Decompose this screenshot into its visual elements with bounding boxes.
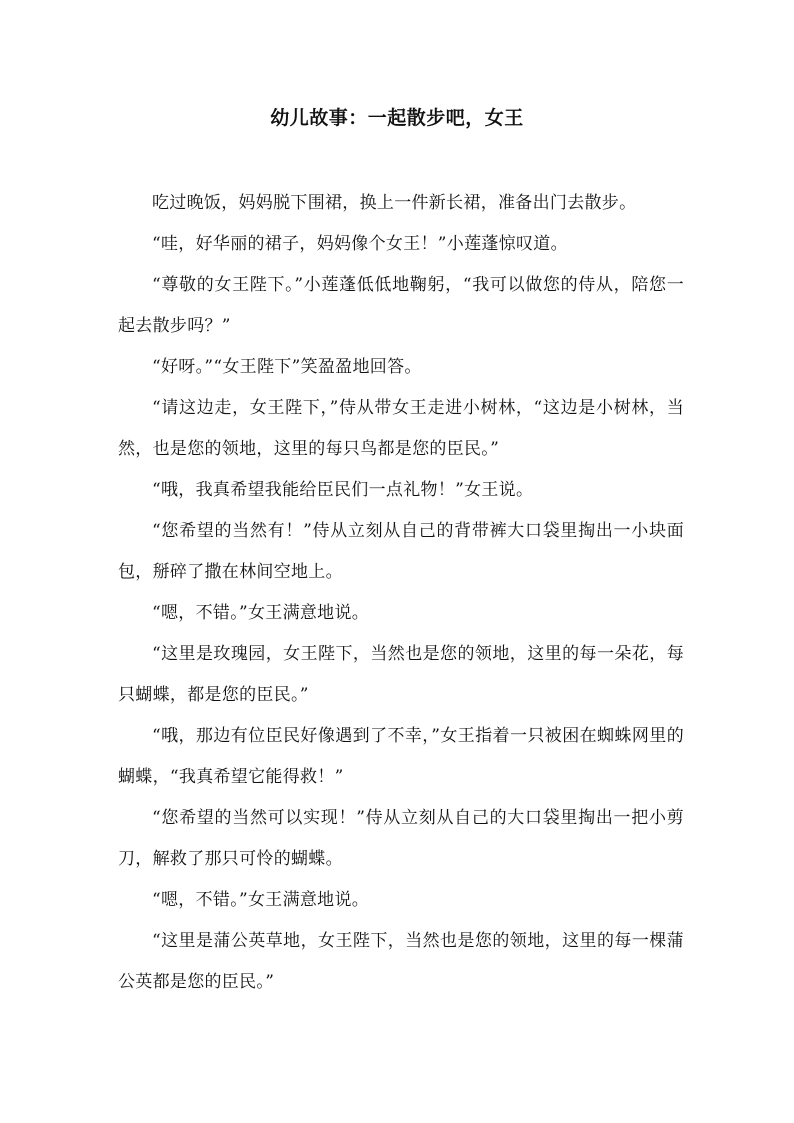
document-body (118, 183, 684, 1003)
paragraph: “您希望的当然有！”侍从立刻从自己的背带裤大口袋里掏出一小块面包，掰碎了撒在林间空地上。 (118, 521, 684, 582)
paragraph: “嗯，不错。”女王满意地说。 (152, 603, 370, 623)
paragraph: “哦，我真希望我能给臣民们一点礼物！”女王说。 (152, 480, 534, 500)
paragraph: “您希望的当然可以实现！”侍从立刻从自己的大口袋里掏出一把小剪刀，解救了那只可怜的蝴蝶。 (118, 808, 684, 869)
paragraph: “请这边走，女王陛下，”侍从带女王走进小树林，“这边是小树林，当然，也是您的领地，这里的每只鸟都是您的臣民。” (118, 398, 684, 459)
paragraph: “好呀。”“女王陛下”笑盈盈地回答。 (152, 357, 422, 377)
paragraph: “哦，那边有位臣民好像遇到了不幸，”女王指着一只被困在蜘蛛网里的蝴蝶，“我真希望它能得救！” (118, 726, 684, 787)
paragraph: 吃过晚饭，妈妈脱下围裙，换上一件新长裙，准备出门去散步。 (152, 193, 637, 213)
paragraph: “尊敬的女王陛下。”小莲蓬低低地鞠躬，“我可以做您的侍从，陪您一起去散步吗？” (118, 275, 684, 336)
paragraph: “嗯，不错。”女王满意地说。 (152, 890, 370, 910)
paragraph: “这里是玫瑰园，女王陛下，当然也是您的领地，这里的每一朵花，每只蝴蝶，都是您的臣民。” (118, 644, 684, 705)
document-title: 幼儿故事：一起散步吧，女王 (270, 107, 524, 129)
paragraph: “这里是蒲公英草地，女王陛下，当然也是您的领地，这里的每一棵蒲公英都是您的臣民。” (118, 931, 684, 992)
paragraph: “哇，好华丽的裙子，妈妈像个女王！”小莲蓬惊叹道。 (152, 234, 568, 254)
